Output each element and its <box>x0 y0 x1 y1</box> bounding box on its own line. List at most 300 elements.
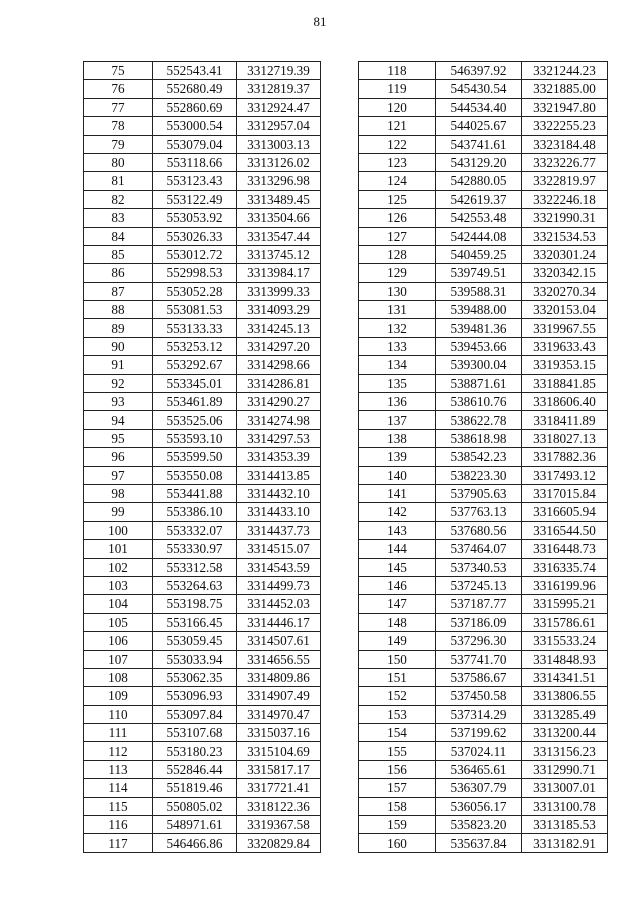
point-number-cell: 130 <box>359 282 436 300</box>
point-number-cell: 135 <box>359 374 436 392</box>
point-number-cell: 86 <box>84 264 153 282</box>
point-number-cell: 143 <box>359 521 436 539</box>
point-number-cell: 131 <box>359 301 436 319</box>
point-number-cell: 106 <box>84 632 153 650</box>
table-row <box>84 650 321 668</box>
y-coordinate-cell: 3316605.94 <box>522 503 608 521</box>
table-row <box>359 779 608 797</box>
point-number-cell: 156 <box>359 760 436 778</box>
table-row <box>359 632 608 650</box>
y-coordinate-cell: 3316199.96 <box>522 576 608 594</box>
y-coordinate-cell: 3314353.39 <box>237 448 321 466</box>
table-row <box>359 816 608 834</box>
point-number-cell: 142 <box>359 503 436 521</box>
y-coordinate-cell: 3315786.61 <box>522 613 608 631</box>
table-row <box>84 448 321 466</box>
point-number-cell: 140 <box>359 466 436 484</box>
y-coordinate-cell: 3318027.13 <box>522 429 608 447</box>
y-coordinate-cell: 3314297.20 <box>237 337 321 355</box>
point-number-cell: 101 <box>84 540 153 558</box>
point-number-cell: 98 <box>84 484 153 502</box>
y-coordinate-cell: 3316544.50 <box>522 521 608 539</box>
table-row <box>359 172 608 190</box>
point-number-cell: 103 <box>84 576 153 594</box>
point-number-cell: 134 <box>359 356 436 374</box>
table-row <box>359 484 608 502</box>
point-number-cell: 83 <box>84 209 153 227</box>
point-number-cell: 129 <box>359 264 436 282</box>
table-row <box>84 540 321 558</box>
y-coordinate-cell: 3314290.27 <box>237 393 321 411</box>
y-coordinate-cell: 3314297.53 <box>237 429 321 447</box>
x-coordinate-cell: 553033.94 <box>153 650 237 668</box>
point-number-cell: 159 <box>359 816 436 834</box>
y-coordinate-cell: 3314452.03 <box>237 595 321 613</box>
y-coordinate-cell: 3323226.77 <box>522 153 608 171</box>
x-coordinate-cell: 536307.79 <box>436 779 522 797</box>
x-coordinate-cell: 539300.04 <box>436 356 522 374</box>
y-coordinate-cell: 3314970.47 <box>237 705 321 723</box>
y-coordinate-cell: 3314543.59 <box>237 558 321 576</box>
point-number-cell: 102 <box>84 558 153 576</box>
table-row <box>84 705 321 723</box>
table-row <box>359 264 608 282</box>
y-coordinate-cell: 3321534.53 <box>522 227 608 245</box>
y-coordinate-cell: 3313489.45 <box>237 190 321 208</box>
table-row <box>84 687 321 705</box>
y-coordinate-cell: 3317721.41 <box>237 779 321 797</box>
table-row <box>359 540 608 558</box>
point-number-cell: 136 <box>359 393 436 411</box>
x-coordinate-cell: 553292.67 <box>153 356 237 374</box>
y-coordinate-cell: 3317015.84 <box>522 484 608 502</box>
table-row <box>84 301 321 319</box>
x-coordinate-cell: 553053.92 <box>153 209 237 227</box>
point-number-cell: 137 <box>359 411 436 429</box>
x-coordinate-cell: 537340.53 <box>436 558 522 576</box>
x-coordinate-cell: 542619.37 <box>436 190 522 208</box>
y-coordinate-cell: 3318122.36 <box>237 797 321 815</box>
x-coordinate-cell: 553062.35 <box>153 668 237 686</box>
y-coordinate-cell: 3314499.73 <box>237 576 321 594</box>
x-coordinate-cell: 537741.70 <box>436 650 522 668</box>
point-number-cell: 141 <box>359 484 436 502</box>
y-coordinate-cell: 3314507.61 <box>237 632 321 650</box>
table-row <box>84 62 321 80</box>
table-row <box>359 62 608 80</box>
y-coordinate-cell: 3322255.23 <box>522 117 608 135</box>
point-number-cell: 151 <box>359 668 436 686</box>
y-coordinate-cell: 3315037.16 <box>237 724 321 742</box>
x-coordinate-cell: 537586.67 <box>436 668 522 686</box>
x-coordinate-cell: 542444.08 <box>436 227 522 245</box>
x-coordinate-cell: 535823.20 <box>436 816 522 834</box>
table-row <box>359 117 608 135</box>
table-row <box>84 245 321 263</box>
x-coordinate-cell: 542553.48 <box>436 209 522 227</box>
y-coordinate-cell: 3319967.55 <box>522 319 608 337</box>
y-coordinate-cell: 3314437.73 <box>237 521 321 539</box>
x-coordinate-cell: 543741.61 <box>436 135 522 153</box>
table-row <box>84 503 321 521</box>
x-coordinate-cell: 553059.45 <box>153 632 237 650</box>
y-coordinate-cell: 3313200.44 <box>522 724 608 742</box>
x-coordinate-cell: 538223.30 <box>436 466 522 484</box>
y-coordinate-cell: 3319353.15 <box>522 356 608 374</box>
y-coordinate-cell: 3316335.74 <box>522 558 608 576</box>
point-number-cell: 145 <box>359 558 436 576</box>
table-row <box>359 301 608 319</box>
table-row <box>84 264 321 282</box>
point-number-cell: 133 <box>359 337 436 355</box>
point-number-cell: 138 <box>359 429 436 447</box>
y-coordinate-cell: 3314341.51 <box>522 668 608 686</box>
y-coordinate-cell: 3313745.12 <box>237 245 321 263</box>
y-coordinate-cell: 3321990.31 <box>522 209 608 227</box>
point-number-cell: 132 <box>359 319 436 337</box>
x-coordinate-cell: 539749.51 <box>436 264 522 282</box>
point-number-cell: 80 <box>84 153 153 171</box>
table-row <box>84 466 321 484</box>
point-number-cell: 120 <box>359 98 436 116</box>
point-number-cell: 108 <box>84 668 153 686</box>
point-number-cell: 126 <box>359 209 436 227</box>
y-coordinate-cell: 3315817.17 <box>237 760 321 778</box>
point-number-cell: 121 <box>359 117 436 135</box>
table-row <box>84 429 321 447</box>
point-number-cell: 89 <box>84 319 153 337</box>
table-row <box>359 448 608 466</box>
table-row <box>84 117 321 135</box>
x-coordinate-cell: 538618.98 <box>436 429 522 447</box>
y-coordinate-cell: 3317493.12 <box>522 466 608 484</box>
x-coordinate-cell: 538871.61 <box>436 374 522 392</box>
table-row <box>359 393 608 411</box>
point-number-cell: 146 <box>359 576 436 594</box>
point-number-cell: 139 <box>359 448 436 466</box>
point-number-cell: 93 <box>84 393 153 411</box>
table-row <box>84 760 321 778</box>
point-number-cell: 117 <box>84 834 153 852</box>
x-coordinate-cell: 537245.13 <box>436 576 522 594</box>
table-row <box>359 521 608 539</box>
y-coordinate-cell: 3314298.66 <box>237 356 321 374</box>
x-coordinate-cell: 535637.84 <box>436 834 522 852</box>
x-coordinate-cell: 552860.69 <box>153 98 237 116</box>
point-number-cell: 147 <box>359 595 436 613</box>
table-row <box>359 834 608 852</box>
table-row <box>359 337 608 355</box>
y-coordinate-cell: 3312924.47 <box>237 98 321 116</box>
x-coordinate-cell: 553345.01 <box>153 374 237 392</box>
x-coordinate-cell: 553012.72 <box>153 245 237 263</box>
y-coordinate-cell: 3318841.85 <box>522 374 608 392</box>
table-row <box>84 356 321 374</box>
table-row <box>359 227 608 245</box>
x-coordinate-cell: 540459.25 <box>436 245 522 263</box>
point-number-cell: 85 <box>84 245 153 263</box>
point-number-cell: 97 <box>84 466 153 484</box>
table-row <box>359 668 608 686</box>
x-coordinate-cell: 537314.29 <box>436 705 522 723</box>
x-coordinate-cell: 538610.76 <box>436 393 522 411</box>
point-number-cell: 153 <box>359 705 436 723</box>
point-number-cell: 84 <box>84 227 153 245</box>
point-number-cell: 152 <box>359 687 436 705</box>
y-coordinate-cell: 3313185.53 <box>522 816 608 834</box>
y-coordinate-cell: 3317882.36 <box>522 448 608 466</box>
point-number-cell: 111 <box>84 724 153 742</box>
x-coordinate-cell: 537680.56 <box>436 521 522 539</box>
y-coordinate-cell: 3320829.84 <box>237 834 321 852</box>
table-row <box>359 613 608 631</box>
point-number-cell: 100 <box>84 521 153 539</box>
x-coordinate-cell: 553332.07 <box>153 521 237 539</box>
y-coordinate-cell: 3314093.29 <box>237 301 321 319</box>
table-row <box>359 503 608 521</box>
y-coordinate-cell: 3322246.18 <box>522 190 608 208</box>
table-row <box>359 760 608 778</box>
x-coordinate-cell: 553253.12 <box>153 337 237 355</box>
x-coordinate-cell: 537450.58 <box>436 687 522 705</box>
x-coordinate-cell: 553180.23 <box>153 742 237 760</box>
y-coordinate-cell: 3314433.10 <box>237 503 321 521</box>
x-coordinate-cell: 537199.62 <box>436 724 522 742</box>
table-row <box>84 521 321 539</box>
x-coordinate-cell: 553097.84 <box>153 705 237 723</box>
y-coordinate-cell: 3314907.49 <box>237 687 321 705</box>
x-coordinate-cell: 537186.09 <box>436 613 522 631</box>
table-row <box>84 153 321 171</box>
x-coordinate-cell: 553166.45 <box>153 613 237 631</box>
point-number-cell: 78 <box>84 117 153 135</box>
x-coordinate-cell: 550805.02 <box>153 797 237 815</box>
point-number-cell: 160 <box>359 834 436 852</box>
point-number-cell: 87 <box>84 282 153 300</box>
point-number-cell: 149 <box>359 632 436 650</box>
table-row <box>359 797 608 815</box>
table-row <box>359 724 608 742</box>
point-number-cell: 76 <box>84 80 153 98</box>
point-number-cell: 90 <box>84 337 153 355</box>
x-coordinate-cell: 552846.44 <box>153 760 237 778</box>
table-row <box>359 374 608 392</box>
y-coordinate-cell: 3320342.15 <box>522 264 608 282</box>
point-number-cell: 150 <box>359 650 436 668</box>
x-coordinate-cell: 551819.46 <box>153 779 237 797</box>
page-number: 81 <box>313 14 327 29</box>
table-row <box>359 190 608 208</box>
y-coordinate-cell: 3320270.34 <box>522 282 608 300</box>
point-number-cell: 154 <box>359 724 436 742</box>
x-coordinate-cell: 553122.49 <box>153 190 237 208</box>
table-row <box>84 595 321 613</box>
point-number-cell: 110 <box>84 705 153 723</box>
table-row <box>84 209 321 227</box>
table-row <box>84 135 321 153</box>
x-coordinate-cell: 553026.33 <box>153 227 237 245</box>
coordinate-table-right <box>358 61 608 853</box>
y-coordinate-cell: 3313182.91 <box>522 834 608 852</box>
point-number-cell: 118 <box>359 62 436 80</box>
table-row <box>84 98 321 116</box>
x-coordinate-cell: 553096.93 <box>153 687 237 705</box>
table-row <box>84 632 321 650</box>
table-row <box>84 484 321 502</box>
table-row <box>359 153 608 171</box>
point-number-cell: 115 <box>84 797 153 815</box>
x-coordinate-cell: 553133.33 <box>153 319 237 337</box>
x-coordinate-cell: 552543.41 <box>153 62 237 80</box>
table-row <box>359 687 608 705</box>
table-row <box>359 429 608 447</box>
x-coordinate-cell: 543129.20 <box>436 153 522 171</box>
table-row <box>84 779 321 797</box>
x-coordinate-cell: 538542.23 <box>436 448 522 466</box>
y-coordinate-cell: 3320301.24 <box>522 245 608 263</box>
x-coordinate-cell: 553198.75 <box>153 595 237 613</box>
x-coordinate-cell: 539588.31 <box>436 282 522 300</box>
y-coordinate-cell: 3312719.39 <box>237 62 321 80</box>
x-coordinate-cell: 544534.40 <box>436 98 522 116</box>
table-row <box>84 668 321 686</box>
x-coordinate-cell: 553441.88 <box>153 484 237 502</box>
y-coordinate-cell: 3313999.33 <box>237 282 321 300</box>
table-row <box>84 80 321 98</box>
point-number-cell: 109 <box>84 687 153 705</box>
point-number-cell: 107 <box>84 650 153 668</box>
table-row <box>359 98 608 116</box>
x-coordinate-cell: 553118.66 <box>153 153 237 171</box>
x-coordinate-cell: 553312.58 <box>153 558 237 576</box>
x-coordinate-cell: 548971.61 <box>153 816 237 834</box>
y-coordinate-cell: 3314245.13 <box>237 319 321 337</box>
point-number-cell: 113 <box>84 760 153 778</box>
x-coordinate-cell: 537296.30 <box>436 632 522 650</box>
x-coordinate-cell: 539488.00 <box>436 301 522 319</box>
x-coordinate-cell: 553081.53 <box>153 301 237 319</box>
point-number-cell: 127 <box>359 227 436 245</box>
y-coordinate-cell: 3314286.81 <box>237 374 321 392</box>
table-row <box>359 80 608 98</box>
table-row <box>84 374 321 392</box>
table-row <box>359 466 608 484</box>
table-row <box>84 576 321 594</box>
y-coordinate-cell: 3312957.04 <box>237 117 321 135</box>
y-coordinate-cell: 3313156.23 <box>522 742 608 760</box>
y-coordinate-cell: 3321885.00 <box>522 80 608 98</box>
table-row <box>84 411 321 429</box>
point-number-cell: 128 <box>359 245 436 263</box>
table-row <box>359 558 608 576</box>
point-number-cell: 79 <box>84 135 153 153</box>
y-coordinate-cell: 3314274.98 <box>237 411 321 429</box>
point-number-cell: 122 <box>359 135 436 153</box>
y-coordinate-cell: 3319367.58 <box>237 816 321 834</box>
point-number-cell: 81 <box>84 172 153 190</box>
x-coordinate-cell: 553599.50 <box>153 448 237 466</box>
x-coordinate-cell: 553079.04 <box>153 135 237 153</box>
coordinate-table-left <box>83 61 321 853</box>
table-row <box>84 742 321 760</box>
y-coordinate-cell: 3314656.55 <box>237 650 321 668</box>
point-number-cell: 91 <box>84 356 153 374</box>
x-coordinate-cell: 546466.86 <box>153 834 237 852</box>
x-coordinate-cell: 536056.17 <box>436 797 522 815</box>
point-number-cell: 123 <box>359 153 436 171</box>
x-coordinate-cell: 545430.54 <box>436 80 522 98</box>
y-coordinate-cell: 3314809.86 <box>237 668 321 686</box>
point-number-cell: 94 <box>84 411 153 429</box>
y-coordinate-cell: 3315533.24 <box>522 632 608 650</box>
y-coordinate-cell: 3314413.85 <box>237 466 321 484</box>
y-coordinate-cell: 3314446.17 <box>237 613 321 631</box>
point-number-cell: 99 <box>84 503 153 521</box>
point-number-cell: 112 <box>84 742 153 760</box>
y-coordinate-cell: 3318411.89 <box>522 411 608 429</box>
y-coordinate-cell: 3318606.40 <box>522 393 608 411</box>
table-row <box>359 135 608 153</box>
table-row <box>359 705 608 723</box>
x-coordinate-cell: 537464.07 <box>436 540 522 558</box>
table-row <box>359 282 608 300</box>
table-row <box>84 816 321 834</box>
table-row <box>359 356 608 374</box>
point-number-cell: 104 <box>84 595 153 613</box>
table-row <box>84 172 321 190</box>
y-coordinate-cell: 3313003.13 <box>237 135 321 153</box>
x-coordinate-cell: 537187.77 <box>436 595 522 613</box>
table-row <box>84 227 321 245</box>
x-coordinate-cell: 553123.43 <box>153 172 237 190</box>
point-number-cell: 75 <box>84 62 153 80</box>
table-row <box>359 245 608 263</box>
x-coordinate-cell: 553593.10 <box>153 429 237 447</box>
point-number-cell: 105 <box>84 613 153 631</box>
point-number-cell: 116 <box>84 816 153 834</box>
x-coordinate-cell: 536465.61 <box>436 760 522 778</box>
x-coordinate-cell: 539481.36 <box>436 319 522 337</box>
point-number-cell: 92 <box>84 374 153 392</box>
table-row <box>84 282 321 300</box>
point-number-cell: 95 <box>84 429 153 447</box>
table-row <box>84 613 321 631</box>
y-coordinate-cell: 3321244.23 <box>522 62 608 80</box>
y-coordinate-cell: 3313504.66 <box>237 209 321 227</box>
table-row <box>84 834 321 852</box>
y-coordinate-cell: 3315995.21 <box>522 595 608 613</box>
point-number-cell: 119 <box>359 80 436 98</box>
point-number-cell: 114 <box>84 779 153 797</box>
x-coordinate-cell: 542880.05 <box>436 172 522 190</box>
point-number-cell: 82 <box>84 190 153 208</box>
y-coordinate-cell: 3320153.04 <box>522 301 608 319</box>
table-row <box>359 319 608 337</box>
table-row <box>84 190 321 208</box>
y-coordinate-cell: 3314515.07 <box>237 540 321 558</box>
point-number-cell: 144 <box>359 540 436 558</box>
table-row <box>84 724 321 742</box>
x-coordinate-cell: 553525.06 <box>153 411 237 429</box>
x-coordinate-cell: 537905.63 <box>436 484 522 502</box>
point-number-cell: 155 <box>359 742 436 760</box>
point-number-cell: 125 <box>359 190 436 208</box>
x-coordinate-cell: 553000.54 <box>153 117 237 135</box>
table-row <box>359 742 608 760</box>
x-coordinate-cell: 553330.97 <box>153 540 237 558</box>
x-coordinate-cell: 553386.10 <box>153 503 237 521</box>
y-coordinate-cell: 3323184.48 <box>522 135 608 153</box>
